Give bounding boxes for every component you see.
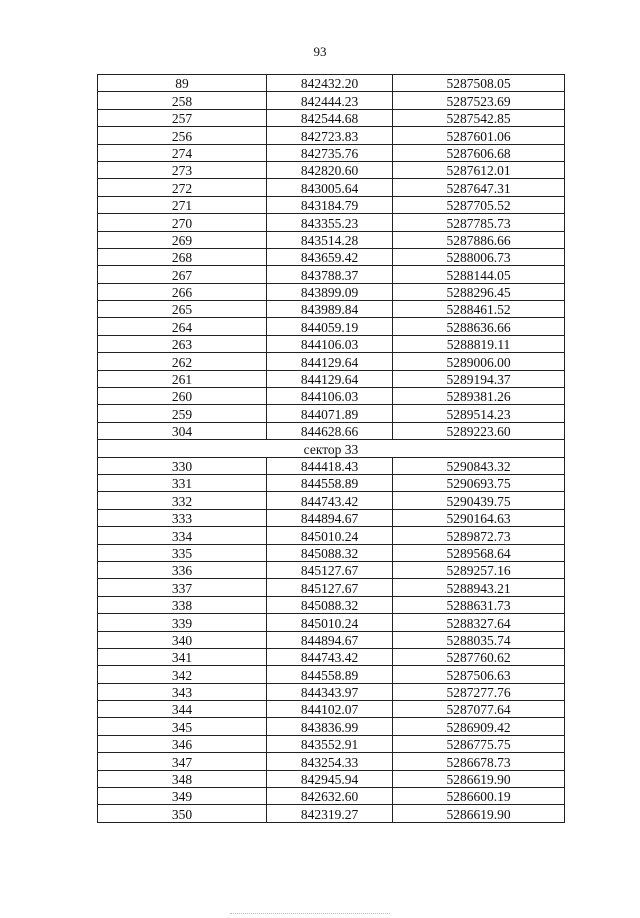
- x-coordinate: 843254.33: [267, 753, 393, 770]
- x-coordinate: 842544.68: [267, 109, 393, 126]
- table-row: [98, 301, 565, 318]
- y-coordinate: 5289381.26: [393, 388, 565, 405]
- x-coordinate: 844558.89: [267, 474, 393, 491]
- y-coordinate: 5289257.16: [393, 561, 565, 578]
- x-coordinate: 844628.66: [267, 422, 393, 439]
- y-coordinate: 5288461.52: [393, 301, 565, 318]
- x-coordinate: 844558.89: [267, 666, 393, 683]
- table-row: [98, 770, 565, 787]
- y-coordinate: 5290164.63: [393, 509, 565, 526]
- point-number: 264: [98, 318, 267, 335]
- point-number: 263: [98, 335, 267, 352]
- table-row: [98, 161, 565, 178]
- page-number: 93: [313, 44, 327, 59]
- point-number: 270: [98, 214, 267, 231]
- x-coordinate: 845127.67: [267, 579, 393, 596]
- x-coordinate: 843552.91: [267, 735, 393, 752]
- point-number: 348: [98, 770, 267, 787]
- x-coordinate: 844129.64: [267, 353, 393, 370]
- table-row: [98, 127, 565, 144]
- table-row: [98, 561, 565, 578]
- y-coordinate: 5287612.01: [393, 161, 565, 178]
- y-coordinate: 5290439.75: [393, 492, 565, 509]
- table-row: [98, 544, 565, 561]
- table-row: [98, 75, 565, 92]
- point-number: 273: [98, 161, 267, 178]
- table-row: [98, 474, 565, 491]
- x-coordinate: 844894.67: [267, 509, 393, 526]
- x-coordinate: 845127.67: [267, 561, 393, 578]
- x-coordinate: 843184.79: [267, 196, 393, 213]
- table-row: [98, 214, 565, 231]
- point-number: 256: [98, 127, 267, 144]
- point-number: 347: [98, 753, 267, 770]
- x-coordinate: 842432.20: [267, 75, 393, 92]
- x-coordinate: 844129.64: [267, 370, 393, 387]
- y-coordinate: 5287506.63: [393, 666, 565, 683]
- table-row: [98, 509, 565, 526]
- point-number: 346: [98, 735, 267, 752]
- table-row: [98, 179, 565, 196]
- y-coordinate: 5288327.64: [393, 614, 565, 631]
- table-row: [98, 614, 565, 631]
- table-row: [98, 335, 565, 352]
- section-label: сектор 33: [98, 440, 565, 457]
- x-coordinate: 844106.03: [267, 388, 393, 405]
- point-number: 268: [98, 248, 267, 265]
- point-number: 335: [98, 544, 267, 561]
- point-number: 341: [98, 648, 267, 665]
- point-number: 334: [98, 527, 267, 544]
- table-row: [98, 248, 565, 265]
- point-number: 89: [98, 75, 267, 92]
- table-row: [98, 196, 565, 213]
- point-number: 345: [98, 718, 267, 735]
- y-coordinate: 5289006.00: [393, 353, 565, 370]
- y-coordinate: 5287705.52: [393, 196, 565, 213]
- x-coordinate: 845010.24: [267, 614, 393, 631]
- table-row: [98, 718, 565, 735]
- point-number: 349: [98, 788, 267, 805]
- point-number: 340: [98, 631, 267, 648]
- section-header: [98, 440, 565, 457]
- y-coordinate: 5289223.60: [393, 422, 565, 439]
- coordinates-block-1: [98, 75, 565, 440]
- y-coordinate: 5287886.66: [393, 231, 565, 248]
- x-coordinate: 843989.84: [267, 301, 393, 318]
- table-row: [98, 231, 565, 248]
- point-number: 336: [98, 561, 267, 578]
- table-row: [98, 388, 565, 405]
- x-coordinate: 844071.89: [267, 405, 393, 422]
- table-row: [98, 283, 565, 300]
- point-number: 332: [98, 492, 267, 509]
- table-row: [98, 492, 565, 509]
- table-row: [98, 805, 565, 822]
- point-number: 338: [98, 596, 267, 613]
- table-row: [98, 144, 565, 161]
- table-row: [98, 648, 565, 665]
- x-coordinate: 844743.42: [267, 492, 393, 509]
- section-row: [98, 440, 565, 457]
- table-row: [98, 457, 565, 474]
- point-number: 331: [98, 474, 267, 491]
- point-number: 259: [98, 405, 267, 422]
- point-number: 261: [98, 370, 267, 387]
- point-number: 337: [98, 579, 267, 596]
- y-coordinate: 5288144.05: [393, 266, 565, 283]
- y-coordinate: 5287508.05: [393, 75, 565, 92]
- point-number: 304: [98, 422, 267, 439]
- table-row: [98, 422, 565, 439]
- x-coordinate: 844743.42: [267, 648, 393, 665]
- point-number: 258: [98, 92, 267, 109]
- table-row: [98, 631, 565, 648]
- y-coordinate: 5289514.23: [393, 405, 565, 422]
- y-coordinate: 5287785.73: [393, 214, 565, 231]
- y-coordinate: 5287277.76: [393, 683, 565, 700]
- y-coordinate: 5287542.85: [393, 109, 565, 126]
- y-coordinate: 5287523.69: [393, 92, 565, 109]
- point-number: 343: [98, 683, 267, 700]
- point-number: 333: [98, 509, 267, 526]
- table-row: [98, 683, 565, 700]
- y-coordinate: 5286619.90: [393, 770, 565, 787]
- y-coordinate: 5287606.68: [393, 144, 565, 161]
- x-coordinate: 843514.28: [267, 231, 393, 248]
- table-row: [98, 266, 565, 283]
- y-coordinate: 5288819.11: [393, 335, 565, 352]
- point-number: 262: [98, 353, 267, 370]
- point-number: 257: [98, 109, 267, 126]
- x-coordinate: 842632.60: [267, 788, 393, 805]
- point-number: 265: [98, 301, 267, 318]
- y-coordinate: 5287077.64: [393, 701, 565, 718]
- point-number: 342: [98, 666, 267, 683]
- table-row: [98, 370, 565, 387]
- coordinates-table: [97, 74, 565, 823]
- x-coordinate: 844059.19: [267, 318, 393, 335]
- point-number: 269: [98, 231, 267, 248]
- table-row: [98, 753, 565, 770]
- x-coordinate: 842723.83: [267, 127, 393, 144]
- y-coordinate: 5286909.42: [393, 718, 565, 735]
- y-coordinate: 5289568.64: [393, 544, 565, 561]
- point-number: 267: [98, 266, 267, 283]
- x-coordinate: 843355.23: [267, 214, 393, 231]
- table-row: [98, 318, 565, 335]
- x-coordinate: 843005.64: [267, 179, 393, 196]
- scan-artifact: [230, 913, 390, 914]
- x-coordinate: 844894.67: [267, 631, 393, 648]
- y-coordinate: 5288636.66: [393, 318, 565, 335]
- point-number: 266: [98, 283, 267, 300]
- y-coordinate: 5288943.21: [393, 579, 565, 596]
- table-row: [98, 788, 565, 805]
- y-coordinate: 5287760.62: [393, 648, 565, 665]
- point-number: 344: [98, 701, 267, 718]
- point-number: 330: [98, 457, 267, 474]
- x-coordinate: 843788.37: [267, 266, 393, 283]
- table-row: [98, 92, 565, 109]
- x-coordinate: 843659.42: [267, 248, 393, 265]
- point-number: 260: [98, 388, 267, 405]
- y-coordinate: 5290693.75: [393, 474, 565, 491]
- x-coordinate: 844106.03: [267, 335, 393, 352]
- y-coordinate: 5286600.19: [393, 788, 565, 805]
- point-number: 350: [98, 805, 267, 822]
- y-coordinate: 5286619.90: [393, 805, 565, 822]
- x-coordinate: 844343.97: [267, 683, 393, 700]
- x-coordinate: 842444.23: [267, 92, 393, 109]
- x-coordinate: 842820.60: [267, 161, 393, 178]
- table-row: [98, 735, 565, 752]
- x-coordinate: 842945.94: [267, 770, 393, 787]
- x-coordinate: 845010.24: [267, 527, 393, 544]
- point-number: 274: [98, 144, 267, 161]
- y-coordinate: 5288035.74: [393, 631, 565, 648]
- table-row: [98, 579, 565, 596]
- table-row: [98, 405, 565, 422]
- y-coordinate: 5290843.32: [393, 457, 565, 474]
- y-coordinate: 5289194.37: [393, 370, 565, 387]
- point-number: 271: [98, 196, 267, 213]
- x-coordinate: 844418.43: [267, 457, 393, 474]
- y-coordinate: 5287601.06: [393, 127, 565, 144]
- y-coordinate: 5286678.73: [393, 753, 565, 770]
- table-row: [98, 109, 565, 126]
- x-coordinate: 843899.09: [267, 283, 393, 300]
- table-row: [98, 527, 565, 544]
- x-coordinate: 843836.99: [267, 718, 393, 735]
- x-coordinate: 845088.32: [267, 544, 393, 561]
- table-row: [98, 666, 565, 683]
- table-row: [98, 596, 565, 613]
- x-coordinate: 842735.76: [267, 144, 393, 161]
- y-coordinate: 5288006.73: [393, 248, 565, 265]
- x-coordinate: 844102.07: [267, 701, 393, 718]
- x-coordinate: 845088.32: [267, 596, 393, 613]
- y-coordinate: 5286775.75: [393, 735, 565, 752]
- table-row: [98, 701, 565, 718]
- y-coordinate: 5288296.45: [393, 283, 565, 300]
- y-coordinate: 5289872.73: [393, 527, 565, 544]
- coordinates-block-2: [98, 457, 565, 822]
- point-number: 272: [98, 179, 267, 196]
- x-coordinate: 842319.27: [267, 805, 393, 822]
- y-coordinate: 5287647.31: [393, 179, 565, 196]
- table-row: [98, 353, 565, 370]
- y-coordinate: 5288631.73: [393, 596, 565, 613]
- point-number: 339: [98, 614, 267, 631]
